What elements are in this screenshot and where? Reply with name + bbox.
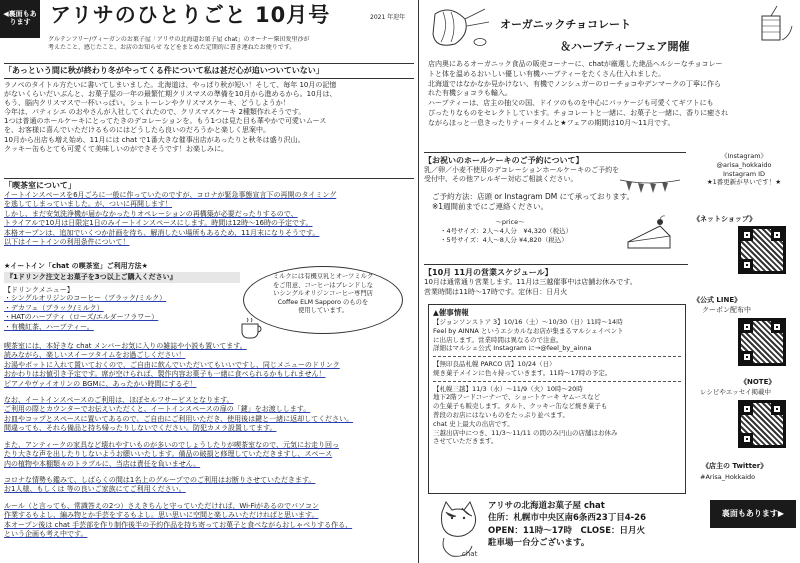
column-divider <box>418 0 419 563</box>
twitter-id[interactable]: #Arisa_Hokkaido <box>700 473 756 481</box>
drink-item: ・デカフェ（ブラック/ミルク） <box>4 303 104 312</box>
events-heading: ▲催事情報 <box>433 308 469 317</box>
lead-body: ラノベのタイトル方たいに書いてしまいました。北海道は、やっぱり秋が短い！そして、毎年 10月の記憶 がないくらいだいぶんと、お菓子屋の一年の最繁忙期クリスマスの準備を10月から進めるから。10月は、 もう、脳内クリスマスで一杯いっぱい。シュトーレンやクリスマスケーキ、どうしようか！ 今年は、パティシエ のおやさんが入社してくれたので、クリスマスケーキ 2種類作れそうです。 1つは普通のホールケーキにとってたきのデコレーションを。もう1つは見た目も華やかで可愛いムース を、お客様に喜んでいただけるものにはどうしたら良いのだろうかと楽しく思案中。 10月から出店も増え始め、11月には chat で1番大きな催事出店があったりと秋冬は盛り沢山。 クッキー缶もとても可愛くて美味しいのができそうです！お楽しみに。 <box>4 81 337 153</box>
coffee-cup-icon <box>238 316 268 340</box>
drink-item: ・シングルオリジンのコーヒー（ブラック/ミルク） <box>4 294 167 303</box>
drink-item: ・HATのハーブティ（ローズ/エルダーフラワー） <box>4 313 159 322</box>
divider <box>433 381 681 382</box>
drinks-list <box>4 294 240 332</box>
cacao-pod-icon <box>425 4 495 54</box>
milk-info-bubble: ミルクには有機豆乳とオーツミルク をご用意、コーヒーはブレンドしな いシングルオリジンコーヒー専門店 Coffee ELM Sapporo のものを 使用しています。 <box>243 266 403 334</box>
back-side-badge-bottom: 裏面もあります▶ <box>710 500 796 528</box>
schedule-heading: 【10月 11月の営業スケジュール】 <box>424 268 553 277</box>
divider <box>433 356 681 357</box>
holecake-heading: 【お祝いのホールケーキのご予約について】 <box>424 156 584 165</box>
cake-slice-icon <box>620 212 680 256</box>
schedule-section <box>424 264 688 298</box>
fair-body: 店内奥にあるオーガニック食品の販売コーナーに、chatが厳選した絶品ヘルシーなチョコレー トと体を温めるおいしい優しい有機ハーブティーをたくさん仕入れました。 北海道ではなかなか見かけない、有機でノンシュガーのローチョコやデンマークの丁寧に作ら れた有機ショコラも輸入。 ハーブティーは、店主の抽父の国、ドイツのものを中心にパッケージも可愛くてギフトにも ぴったりなものをセレクトしています。チョコレートと一緒に、お菓子と一緒に、香りに癒され ながらほっと一息きったりティータイムと★フェアの期間は10月～11月です。 <box>428 60 729 127</box>
cat-illustration-icon <box>432 498 482 560</box>
menu-box-heading: ★イートイン「chat の喫茶室」ご利用方法★ <box>4 262 148 270</box>
tea-bag-icon <box>750 4 796 52</box>
drinks-title: 【ドリンクメニュー】 <box>4 285 74 294</box>
svg-text:chat: chat <box>462 550 478 558</box>
shop-parking: 駐車場一台分ございます。 <box>488 537 590 548</box>
fair-title: オーガニックチョコレート <box>500 18 632 31</box>
cafe-section <box>4 178 414 248</box>
event-mitsukoshi: 【札幌三越】11/3（水）〜11/9（火）10時〜20時 地下2階フードコーナーで、ショートケーキ ヤムースなど の生菓子も販売します。タルト、クッキー缶など焼き菓子も 普段のお店にはないものをたっぷり並べます。 chat 史上最大の出店です。 三越出店中につき、11/3〜11/11 の間のみ円山の店舗はお休み させていただきます。 <box>433 384 618 446</box>
price-5go: ・5号サイズ：4人〜8人分 ¥4,820（税込） <box>440 236 568 245</box>
holecake-order: ご予約方法：店頭 or Instagram DM にて承っております。 ※1週間前までにご連絡ください。 <box>432 192 635 212</box>
netshop-qr-code[interactable] <box>738 226 786 274</box>
intro-text: グルテンフリー/ヴィーガンのお菓子屋「アリサの北海道お菓子屋 chat」のオーナー柴田愛里沙が 考えたこと、感じたこと、お店のお知らせ などをまとめた定期的に書き連ねたお便りです。 <box>48 36 310 51</box>
events-box <box>428 304 686 494</box>
shop-info <box>488 500 688 549</box>
cafe-heading: 「喫茶室について」 <box>4 178 414 191</box>
price-list: 〜price〜 ・4号サイズ：2人〜4人分 ¥4,320（税込） ・5号サイズ：4人〜8人分 ¥4,820（税込） <box>440 218 580 245</box>
shop-name: アリサの北海道お菓子屋 chat <box>488 501 605 511</box>
note-heading: 《NOTE》 <box>740 378 776 386</box>
cafe-rules-3: コロナな情勢も鑑みて、しばらくの間は1名上のグループでのご利用はお断りさせていただきます。 お1人様、もしくは 等の良いご家族にてご利用ください。 <box>4 476 316 494</box>
line-qr-code[interactable] <box>738 318 786 366</box>
cafe-details: 喫茶室には、本好きな chat メンバーお気に入りの雑誌や小説も置いてます。 読みながら、楽しいスイーツタイムをお過ごしください！ お湯やポットに入れて置いておくので、ご自由に飲んでいただいてもいいですし、同じメニューのドリンク おかわりはお値引き予定です。席が空けられば、製作内容お菓子も一緒に食べられるかもしれません！ ピアノやヴァイオリンの BGMに、あったかい時間にするぞ！ <box>4 342 340 388</box>
event-jyoson: 【ジョンソンストア 3】10/16（土）〜10/30（日）11時〜14時 Feel by AINNA というエシカルなお店が集まるマルシェイベント に出店します。営業時間は異なるので注意。 詳細はマルシェ公式 Instagram に→@feel_by_ainna <box>433 318 624 353</box>
fair-subtitle: ＆ハーブティーフェア開催 <box>560 40 690 53</box>
lead-heading: 「あっという間に秋が終わり冬がやってくる件について私は甚だ心が追いついていない」 <box>4 63 414 79</box>
cafe-rules-2: また、アンティークの家具など壊れやすいものが多いのでしょうしたりが喫茶室なので、元気にお走り回っ たり大きな声を出したりしないようお願いいたします。備品の破損と修理していただきますし、スペース 内の植物や本棚類々のトラブルに、当店は責任を負いません。 <box>4 441 340 468</box>
line-heading: 《公式 LINE》 <box>693 296 742 304</box>
instagram-block: 《Instagram》 @arisa_hokkaido Instagram ID ★1番更新が早いです！★ <box>690 152 798 187</box>
drink-item: ・有機紅茶、ハーブティー。 <box>4 322 94 331</box>
note-qr-code[interactable] <box>738 400 786 448</box>
shop-hours: OPEN：11時〜17時 CLOSE：日月火 <box>488 525 646 536</box>
page-title: アリサのひとりごと 10月号 <box>50 3 331 27</box>
twitter-heading: 《店主の Twitter》 <box>702 462 768 470</box>
cafe-rules-1: なお、イートインスペースのご利用は、ほぼセルフサービスとなります。 ご利用の際とカウンターでお伝えいただくと、イートインスペースの扉の「鍵」をお渡しします。 お皿やコップとスペースに置いてあるので、ご自由にご利用いただき、使用後は鍵と一緒に返却してください。 間違っても、それら備品と持ち帰ったりしないでください。防犯カメラ設置してます。 <box>4 396 354 433</box>
back-side-badge: ◀裏面もあります <box>0 0 40 38</box>
cafe-intro: イートインスペースを6月ごろに一般に作っていたのですが、コロナが緊急事態宣言下の再開のタイミング を逃してしまっていました。が、ついに再開します！ しかし、まだ安気洗浄機が届かなかったりオペレーションの再構築が必要だったりするので、 トライアルで10月は日限定1日のみイートインスペースにします。時間は12時〜16時の予定です。 本格オープンは、追加でいくつか計画を待ち、解消したい場所もあるため、11月末になりそうです。 以下はイートインの利用条件について！ <box>4 191 337 247</box>
lead-section <box>4 63 414 154</box>
line-sub: クーポン配布中 <box>702 306 751 314</box>
schedule-body: 10月は通常通り営業します。11月は三越催事中は店舗お休みです。 営業時間は11時〜17時です。定休日：日月火 <box>424 278 637 296</box>
menu-box-sub: 『1ドリンク注文とお菓子を3つ以上ご購入ください』 <box>4 272 240 283</box>
instagram-id[interactable]: @arisa_hokkaido <box>716 160 772 169</box>
eat-in-menu-box <box>4 262 240 336</box>
note-sub: レシピやエッセイ掲載中 <box>700 388 772 396</box>
netshop-heading: 《ネットショップ》 <box>693 215 757 223</box>
issue-label: 2021 年迎年 <box>370 14 406 21</box>
event-muji: 【無印良品札幌 PARCO 店】10/24（日） 焼き菓子メインに色々持っていきます。11時〜17時の予定。 <box>433 360 612 377</box>
shop-address: 住所：札幌市中央区南6条西23丁目4-26 <box>488 513 647 524</box>
cafe-rules-4: ルール（と言っても、常識答えの2つ）さえきちんと守っていただければ、Wi-Fiがあるのでパソコン 作業するもよし、編み物とか手芸をするもよし。思い思いに空間と楽しみいただければと思います。 本オープン後は chat 手芸部を作り制作後半の予約作品を持ち寄ってお菓子と食べながらおしゃべりする作る、 という企画も考え中です。 <box>4 502 353 539</box>
holecake-desc: 乳／卵／小麦不使用のデコレーションホールケーキのご予約を 受付中、その他アレルギー対応ご相談ください。 <box>424 166 620 184</box>
price-4go: ・4号サイズ：2人〜4人分 ¥4,320（税込） <box>440 227 573 236</box>
